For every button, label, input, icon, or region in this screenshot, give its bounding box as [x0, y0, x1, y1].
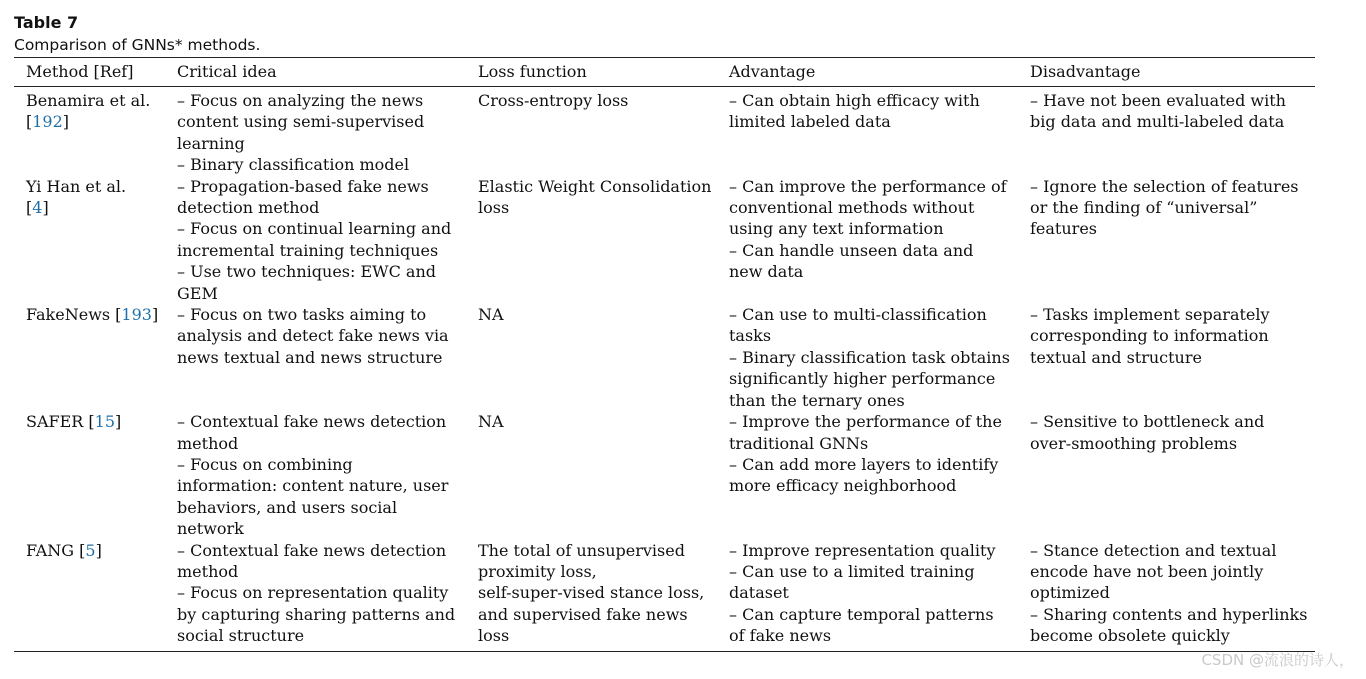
- cell-loss: [466, 87, 717, 176]
- disadvantage-line: – Have not been evaluated with: [1030, 91, 1286, 110]
- idea-line: network: [177, 519, 244, 539]
- cell-advantage: [717, 304, 1018, 411]
- method-text: ]: [62, 112, 70, 132]
- advantage-line: – Improve the performance of the: [729, 412, 1002, 432]
- method-text: ]: [151, 305, 159, 325]
- cell-loss: [466, 411, 717, 539]
- idea-line: – Focus on two tasks aiming to: [177, 305, 427, 325]
- disadvantage-line: encode have not been jointly: [1030, 561, 1264, 581]
- cell-disadvantage: [1018, 87, 1315, 176]
- idea-line: – Focus on representation quality: [177, 583, 449, 603]
- cell-advantage: [717, 87, 1018, 176]
- cell-idea: [165, 540, 466, 652]
- table-row: [14, 176, 1315, 304]
- table-caption-title: Table 7: [14, 13, 79, 32]
- method-text: ]: [115, 412, 122, 432]
- idea-line: analysis and detect fake news via: [177, 326, 449, 346]
- header-advantage: Advantage: [717, 58, 1018, 87]
- idea-line: information: content nature, user: [177, 476, 449, 496]
- advantage-line: – Can use to a limited training: [729, 561, 975, 581]
- idea-line: method: [177, 433, 239, 453]
- idea-line: – Contextual fake news detection: [177, 540, 447, 560]
- method-text: FANG [: [26, 540, 86, 560]
- advantage-line: – Can use to multi-classification: [729, 305, 987, 325]
- method-line: [26, 176, 165, 197]
- cell-advantage: [717, 176, 1018, 304]
- disadvantage-line: – Stance detection and textual: [1030, 540, 1277, 560]
- advantage-line: – Can improve the performance of: [729, 176, 1007, 196]
- table-row: [14, 304, 1315, 411]
- table-caption-subtitle: Comparison of GNNs* methods.: [14, 36, 261, 54]
- advantage-line: – Improve representation quality: [729, 540, 996, 560]
- method-line: [26, 304, 165, 325]
- method-text: ]: [42, 198, 49, 218]
- idea-line: – Contextual fake news detection: [177, 412, 447, 432]
- header-critical-idea: Critical idea: [165, 58, 466, 87]
- method-text: FakeNews [: [26, 305, 122, 325]
- disadvantage-line: textual and structure: [1030, 347, 1202, 367]
- disadvantage-line: – Tasks implement separately: [1030, 305, 1270, 325]
- table-figure: [14, 12, 1316, 652]
- cell-disadvantage: [1018, 304, 1315, 411]
- cell-method: [14, 411, 165, 539]
- advantage-line: than the ternary ones: [729, 390, 905, 410]
- cell-idea: [165, 304, 466, 411]
- advantage-line: – Binary classification task obtains: [729, 347, 1010, 367]
- header-disadvantage: Disadvantage: [1018, 58, 1315, 87]
- advantage-line: using any text information: [729, 219, 944, 239]
- disadvantage-line: or the finding of “universal”: [1030, 198, 1258, 218]
- cell-idea: [165, 87, 466, 176]
- method-text: Benamira et al.: [26, 91, 151, 110]
- disadvantage-line: – Sensitive to bottleneck and: [1030, 412, 1265, 432]
- advantage-line: dataset: [729, 583, 789, 603]
- cell-disadvantage: [1018, 540, 1315, 652]
- idea-line: GEM: [177, 283, 218, 303]
- idea-line: – Use two techniques: EWC and: [177, 262, 437, 282]
- cell-method: [14, 540, 165, 652]
- citation-link[interactable]: 193: [121, 305, 152, 325]
- table-body: [14, 87, 1315, 652]
- cell-disadvantage: [1018, 411, 1315, 539]
- header-loss-function: Loss function: [466, 58, 717, 87]
- advantage-line: tasks: [729, 326, 772, 346]
- advantage-line: – Can handle unseen data and: [729, 240, 974, 260]
- loss-line: and supervised fake news: [478, 604, 688, 624]
- loss-line: loss: [478, 198, 510, 218]
- advantage-line: new data: [729, 262, 804, 282]
- table-row: [14, 411, 1315, 539]
- method-text: SAFER [: [26, 412, 95, 432]
- cell-disadvantage: [1018, 176, 1315, 304]
- idea-line: detection method: [177, 198, 320, 218]
- idea-line: learning: [177, 133, 245, 153]
- method-line: [26, 111, 165, 132]
- watermark: CSDN @流浪的诗人，: [1201, 651, 1354, 669]
- loss-line: proximity loss,: [478, 561, 597, 581]
- idea-line: content using semi-supervised: [177, 112, 425, 132]
- idea-line: – Propagation-based fake news: [177, 176, 429, 196]
- cell-method: [14, 87, 165, 176]
- disadvantage-line: big data and multi-labeled data: [1030, 112, 1285, 132]
- idea-line: method: [177, 561, 239, 581]
- disadvantage-line: corresponding to information: [1030, 326, 1269, 346]
- advantage-line: conventional methods without: [729, 198, 975, 218]
- idea-line: news textual and news structure: [177, 347, 443, 367]
- header-row: [14, 58, 1315, 87]
- comparison-table: [14, 57, 1315, 652]
- disadvantage-line: features: [1030, 219, 1097, 239]
- method-line: [26, 197, 165, 218]
- table-row: [14, 540, 1315, 652]
- method-text: [: [26, 198, 33, 218]
- citation-link[interactable]: 192: [32, 112, 63, 132]
- idea-line: by capturing sharing patterns and: [177, 604, 456, 624]
- advantage-line: traditional GNNs: [729, 433, 869, 453]
- method-line: [26, 540, 165, 561]
- loss-line: self-super-vised stance loss,: [478, 583, 705, 603]
- idea-line: – Binary classification model: [177, 155, 410, 175]
- method-line: [26, 90, 165, 111]
- cell-loss: [466, 540, 717, 652]
- cell-loss: [466, 304, 717, 411]
- citation-link[interactable]: 5: [85, 540, 96, 560]
- cell-loss: [466, 176, 717, 304]
- advantage-line: – Can add more layers to identify: [729, 454, 999, 474]
- method-line: [26, 411, 165, 432]
- loss-line: Elastic Weight Consolidation: [478, 176, 712, 196]
- cell-idea: [165, 411, 466, 539]
- disadvantage-line: – Sharing contents and hyperlinks: [1030, 604, 1308, 624]
- loss-line: The total of unsupervised: [478, 540, 685, 560]
- method-text: ]: [95, 540, 102, 560]
- idea-line: social structure: [177, 626, 305, 646]
- advantage-line: limited labeled data: [729, 112, 891, 132]
- loss-line: Cross-entropy loss: [478, 91, 629, 110]
- idea-line: – Focus on continual learning and: [177, 219, 452, 239]
- disadvantage-line: – Ignore the selection of features: [1030, 176, 1299, 196]
- advantage-line: – Can obtain high efficacy with: [729, 91, 980, 110]
- advantage-line: of fake news: [729, 626, 832, 646]
- header-method: Method [Ref]: [14, 58, 165, 87]
- citation-link[interactable]: 4: [32, 198, 43, 218]
- method-text: Yi Han et al.: [26, 176, 127, 196]
- idea-line: incremental training techniques: [177, 240, 439, 260]
- loss-line: loss: [478, 626, 510, 646]
- advantage-line: – Can capture temporal patterns: [729, 604, 994, 624]
- method-text: [: [26, 112, 33, 132]
- loss-line: NA: [478, 412, 504, 432]
- cell-method: [14, 176, 165, 304]
- disadvantage-line: over-smoothing problems: [1030, 433, 1238, 453]
- citation-link[interactable]: 15: [94, 412, 116, 432]
- advantage-line: more efficacy neighborhood: [729, 476, 957, 496]
- cell-method: [14, 304, 165, 411]
- advantage-line: significantly higher performance: [729, 369, 996, 389]
- cell-advantage: [717, 411, 1018, 539]
- disadvantage-line: optimized: [1030, 583, 1110, 603]
- idea-line: behaviors, and users social: [177, 497, 398, 517]
- idea-line: – Focus on analyzing the news: [177, 91, 424, 110]
- table-row: [14, 87, 1315, 176]
- idea-line: – Focus on combining: [177, 454, 353, 474]
- loss-line: NA: [478, 305, 504, 325]
- disadvantage-line: become obsolete quickly: [1030, 626, 1230, 646]
- cell-idea: [165, 176, 466, 304]
- cell-advantage: [717, 540, 1018, 652]
